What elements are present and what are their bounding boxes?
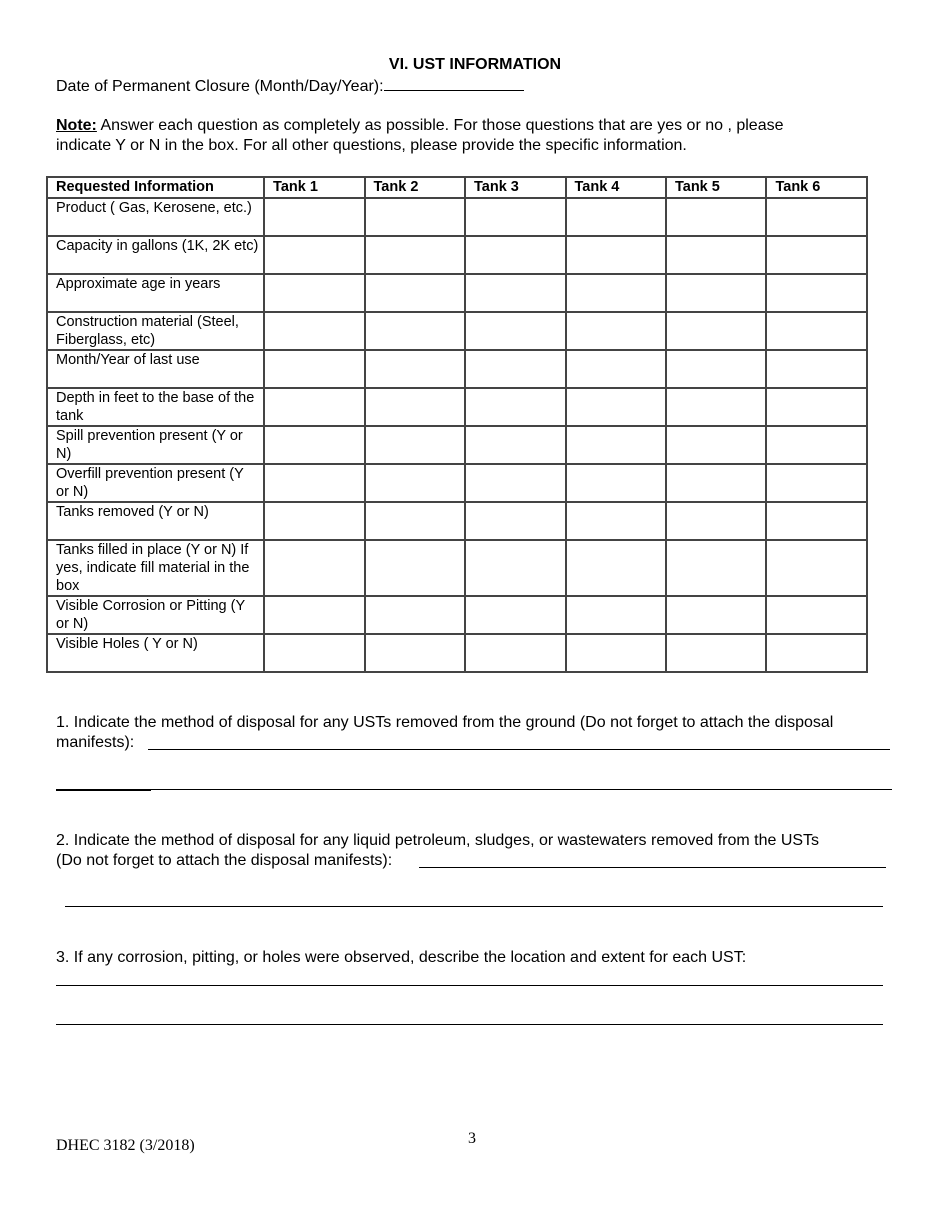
tank-cell[interactable] — [365, 198, 465, 236]
page-number: 3 — [468, 1130, 476, 1147]
tank-cell[interactable] — [766, 464, 867, 502]
section-title: VI. UST INFORMATION — [388, 56, 562, 73]
tank-cell[interactable] — [766, 426, 867, 464]
tank-cell[interactable] — [365, 426, 465, 464]
tank-cell[interactable] — [264, 236, 364, 274]
tank-cell[interactable] — [465, 388, 565, 426]
note-paragraph — [56, 116, 906, 156]
table-row — [47, 312, 867, 350]
table-row — [47, 350, 867, 388]
tank-cell[interactable] — [566, 388, 666, 426]
header-requested-information: Requested Information — [47, 177, 264, 198]
tank-cell[interactable] — [566, 540, 666, 596]
tank-cell[interactable] — [264, 502, 364, 540]
tank-cell[interactable] — [465, 540, 565, 596]
tank-cell[interactable] — [365, 274, 465, 312]
header-tank-4: Tank 4 — [566, 177, 666, 198]
tank-cell[interactable] — [766, 350, 867, 388]
question-1-line1: 1. Indicate the method of disposal for any USTs removed from the ground (Do not forget to attach the disposal — [56, 714, 834, 731]
tank-cell[interactable] — [666, 634, 766, 672]
header-tank-1: Tank 1 — [264, 177, 364, 198]
question-3 — [56, 948, 916, 968]
tank-cell[interactable] — [465, 464, 565, 502]
closure-date-field[interactable] — [384, 76, 524, 91]
tank-cell[interactable] — [465, 502, 565, 540]
question-3-answer-line-2[interactable] — [56, 1024, 883, 1025]
tank-cell[interactable] — [264, 388, 364, 426]
tank-cell[interactable] — [566, 464, 666, 502]
tank-cell[interactable] — [264, 350, 364, 388]
row-label: Overfill prevention present (Y or N) — [47, 464, 264, 502]
question-2-line2: (Do not forget to attach the disposal manifests): — [56, 852, 393, 869]
question-3-line1: 3. If any corrosion, pitting, or holes were observed, describe the location and extent for each UST: — [56, 949, 747, 966]
row-label: Tanks removed (Y or N) — [47, 502, 264, 540]
question-1-answer-line-2[interactable] — [56, 789, 892, 790]
table-row — [47, 502, 867, 540]
tank-cell[interactable] — [666, 464, 766, 502]
tank-cell[interactable] — [465, 236, 565, 274]
question-2 — [56, 831, 916, 871]
tank-cell[interactable] — [566, 596, 666, 634]
row-label: Depth in feet to the base of the tank — [47, 388, 264, 426]
row-label: Capacity in gallons (1K, 2K etc) — [47, 236, 264, 274]
tank-cell[interactable] — [766, 596, 867, 634]
tank-cell[interactable] — [666, 540, 766, 596]
tank-cell[interactable] — [666, 350, 766, 388]
tank-cell[interactable] — [365, 388, 465, 426]
tank-cell[interactable] — [766, 312, 867, 350]
table-row — [47, 596, 867, 634]
tank-cell[interactable] — [766, 502, 867, 540]
tank-cell[interactable] — [566, 350, 666, 388]
tank-cell[interactable] — [766, 634, 867, 672]
tank-cell[interactable] — [766, 236, 867, 274]
tank-cell[interactable] — [766, 388, 867, 426]
table-row — [47, 426, 867, 464]
tank-cell[interactable] — [766, 198, 867, 236]
tank-cell[interactable] — [465, 596, 565, 634]
question-2-line1: 2. Indicate the method of disposal for any liquid petroleum, sludges, or wastewaters removed from the USTs — [56, 832, 820, 849]
question-1-line2: manifests): — [56, 734, 135, 751]
question-1 — [56, 713, 916, 753]
tank-cell[interactable] — [566, 236, 666, 274]
table-row — [47, 236, 867, 274]
tank-cell[interactable] — [465, 274, 565, 312]
note-label: Note: — [56, 117, 97, 134]
tank-cell[interactable] — [566, 502, 666, 540]
tank-cell[interactable] — [666, 312, 766, 350]
ust-information-table — [46, 176, 868, 673]
row-label: Tanks filled in place (Y or N) If yes, indicate fill material in the box — [47, 540, 264, 596]
tank-cell[interactable] — [365, 540, 465, 596]
tank-cell[interactable] — [666, 426, 766, 464]
tank-cell[interactable] — [365, 312, 465, 350]
tank-cell[interactable] — [465, 426, 565, 464]
table-row — [47, 274, 867, 312]
tank-cell[interactable] — [766, 540, 867, 596]
table-header-row — [47, 177, 867, 198]
tank-cell[interactable] — [666, 388, 766, 426]
tank-cell[interactable] — [766, 274, 867, 312]
closure-date-label: Date of Permanent Closure (Month/Day/Year): — [56, 78, 384, 95]
tank-cell[interactable] — [365, 634, 465, 672]
tank-cell[interactable] — [264, 198, 364, 236]
tank-cell[interactable] — [365, 236, 465, 274]
tank-cell[interactable] — [264, 274, 364, 312]
tank-cell[interactable] — [365, 502, 465, 540]
note-text-line1: Answer each question as completely as possible. For those questions that are yes or no , please — [96, 117, 784, 134]
row-label: Visible Holes ( Y or N) — [47, 634, 264, 672]
note-text-line2: indicate Y or N in the box. For all other questions, please provide the specific information. — [56, 137, 687, 154]
tank-cell[interactable] — [264, 426, 364, 464]
question-1-answer-underline — [56, 790, 151, 791]
tank-cell[interactable] — [566, 274, 666, 312]
tank-cell[interactable] — [264, 312, 364, 350]
tank-cell[interactable] — [264, 540, 364, 596]
table-row — [47, 634, 867, 672]
tank-cell[interactable] — [264, 634, 364, 672]
row-label: Approximate age in years — [47, 274, 264, 312]
tank-cell[interactable] — [666, 596, 766, 634]
tank-cell[interactable] — [566, 198, 666, 236]
tank-cell[interactable] — [666, 274, 766, 312]
tank-cell[interactable] — [365, 350, 465, 388]
tank-cell[interactable] — [264, 596, 364, 634]
row-label: Month/Year of last use — [47, 350, 264, 388]
tank-cell[interactable] — [465, 198, 565, 236]
header-tank-3: Tank 3 — [465, 177, 565, 198]
header-tank-6: Tank 6 — [766, 177, 867, 198]
tank-cell[interactable] — [465, 634, 565, 672]
tank-cell[interactable] — [566, 634, 666, 672]
question-2-answer-line-1[interactable] — [419, 867, 886, 868]
tank-cell[interactable] — [666, 502, 766, 540]
row-label: Visible Corrosion or Pitting (Y or N) — [47, 596, 264, 634]
tank-cell[interactable] — [264, 464, 364, 502]
tank-cell[interactable] — [566, 426, 666, 464]
question-2-answer-line-2[interactable] — [65, 906, 883, 907]
tank-cell[interactable] — [365, 464, 465, 502]
table-row — [47, 388, 867, 426]
tank-cell[interactable] — [465, 312, 565, 350]
question-1-answer-line-1[interactable] — [148, 749, 890, 750]
row-label: Construction material (Steel, Fiberglass, etc) — [47, 312, 264, 350]
tank-cell[interactable] — [566, 312, 666, 350]
tank-cell[interactable] — [465, 350, 565, 388]
tank-cell[interactable] — [666, 236, 766, 274]
row-label: Product ( Gas, Kerosene, etc.) — [47, 198, 264, 236]
form-code: DHEC 3182 (3/2018) — [56, 1137, 195, 1154]
table-row — [47, 464, 867, 502]
closure-date-row — [56, 76, 524, 97]
header-tank-2: Tank 2 — [365, 177, 465, 198]
tank-cell[interactable] — [365, 596, 465, 634]
row-label: Spill prevention present (Y or N) — [47, 426, 264, 464]
question-3-answer-line-1[interactable] — [56, 985, 883, 986]
header-tank-5: Tank 5 — [666, 177, 766, 198]
table-row — [47, 198, 867, 236]
table-row — [47, 540, 867, 596]
tank-cell[interactable] — [666, 198, 766, 236]
